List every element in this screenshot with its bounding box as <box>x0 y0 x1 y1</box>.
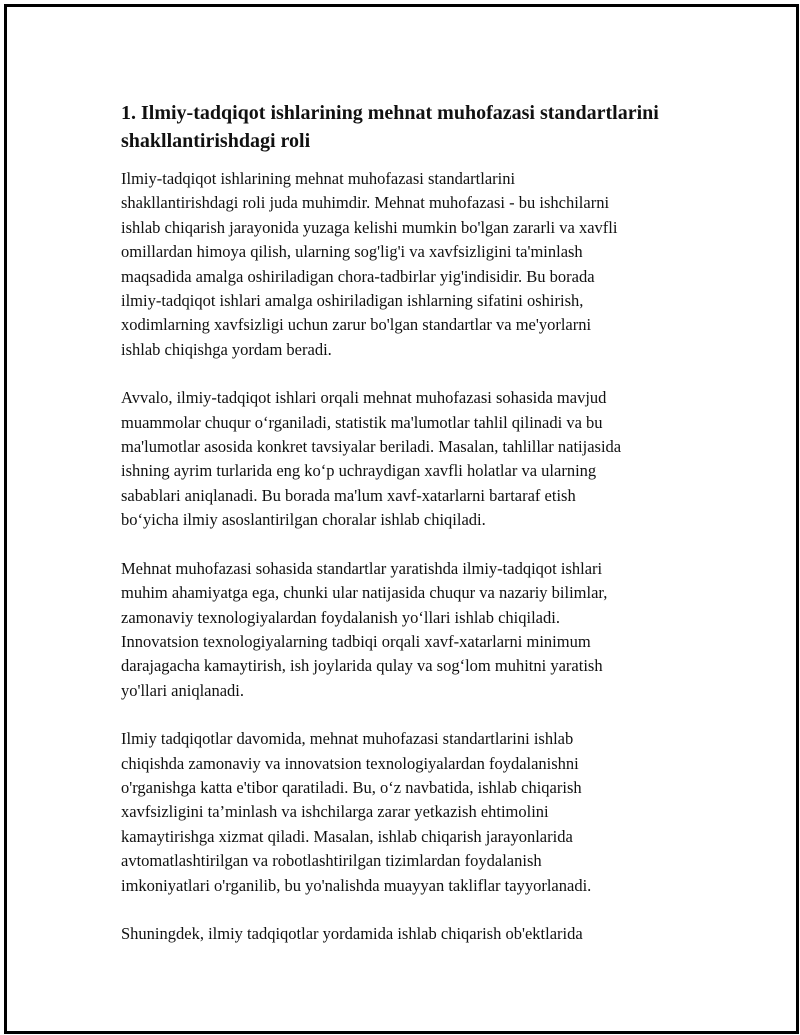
text-line: Shuningdek, ilmiy tadqiqotlar yordamida ishlab chiqarish ob'ektlarida <box>121 923 583 943</box>
text-line: Avvalo, ilmiy-tadqiqot ishlari orqali mehnat muhofazasi sohasida mavjud <box>121 388 607 408</box>
heading-line: 1. Ilmiy-tadqiqot ishlarining mehnat muhofazasi standartlarini <box>121 102 659 124</box>
text-line: xodimlarning xavfsizligi uchun zarur bo'lgan standartlar va me'yorlarni <box>121 315 592 335</box>
text-line: zamonaviy texnologiyalardan foydalanish yo‘llari ishlab chiqiladi. <box>121 607 560 627</box>
text-line: ishlab chiqishga yordam beradi. <box>121 339 332 359</box>
text-line: imkoniyatlari o'rganilib, bu yo'nalishda muayyan takliflar tayyorlanadi. <box>121 875 592 895</box>
paragraph <box>121 167 701 362</box>
text-line: bo‘yicha ilmiy asoslantirilgan choralar ishlab chiqiladi. <box>121 510 486 530</box>
section-heading <box>121 99 701 155</box>
paragraph <box>121 386 701 532</box>
text-line: sabablari aniqlanadi. Bu borada ma'lum xavf-xatarlarni bartaraf etish <box>121 485 576 505</box>
text-line: kamaytirishga xizmat qiladi. Masalan, ishlab chiqarish jarayonlarida <box>121 826 573 846</box>
text-line: avtomatlashtirilgan va robotlashtirilgan tizimlardan foydalanish <box>121 851 542 871</box>
paragraph <box>121 557 701 703</box>
text-line: ilmiy-tadqiqot ishlari amalga oshiriladigan ishlarning sifatini oshirish, <box>121 291 584 311</box>
text-line: xavfsizligini ta’minlash va ishchilarga zarar yetkazish ehtimolini <box>121 802 549 822</box>
text-line: darajagacha kamaytirish, ish joylarida qulay va sog‘lom muhitni yaratish <box>121 656 603 676</box>
text-line: ishning ayrim turlarida eng ko‘p uchraydigan xavfli holatlar va ularning <box>121 461 597 481</box>
text-line: muhim ahamiyatga ega, chunki ular natijasida chuqur va nazariy bilimlar, <box>121 583 608 603</box>
text-line: Mehnat muhofazasi sohasida standartlar yaratishda ilmiy-tadqiqot ishlari <box>121 558 603 578</box>
text-line: Ilmiy-tadqiqot ishlarining mehnat muhofazasi standartlarini <box>121 169 516 188</box>
text-line: maqsadida amalga oshiriladigan chora-tadbirlar yig'indisidir. Bu borada <box>121 266 595 286</box>
text-line: Innovatsion texnologiyalarning tadbiqi orqali xavf-xatarlarni minimum <box>121 631 591 651</box>
document-page <box>4 4 799 1034</box>
heading-line: shakllantirishdagi roli <box>121 130 311 152</box>
text-line: yo'llari aniqlanadi. <box>121 680 245 700</box>
text-line: chiqishda zamonaviy va innovatsion texnologiyalardan foydalanishni <box>121 753 579 773</box>
text-line: o'rganishga katta e'tibor qaratiladi. Bu, o‘z navbatida, ishlab chiqarish <box>121 777 582 797</box>
text-line: omillardan himoya qilish, ularning sog'lig'i va xavfsizligini ta'minlash <box>121 242 583 262</box>
text-line: muammolar chuqur o‘rganiladi, statistik ma'lumotlar tahlil qilinadi va bu <box>121 412 603 432</box>
paragraph <box>121 922 701 946</box>
text-line: ma'lumotlar asosida konkret tavsiyalar beriladi. Masalan, tahlillar natijasida <box>121 437 622 457</box>
text-line: Ilmiy tadqiqotlar davomida, mehnat muhofazasi standartlarini ishlab <box>121 729 574 749</box>
text-line: shakllantirishdagi roli juda muhimdir. Mehnat muhofazasi - bu ishchilarni <box>121 193 610 213</box>
paragraph <box>121 727 701 898</box>
document-body <box>121 99 701 970</box>
text-line: ishlab chiqarish jarayonida yuzaga kelishi mumkin bo'lgan zararli va xavfli <box>121 217 618 237</box>
